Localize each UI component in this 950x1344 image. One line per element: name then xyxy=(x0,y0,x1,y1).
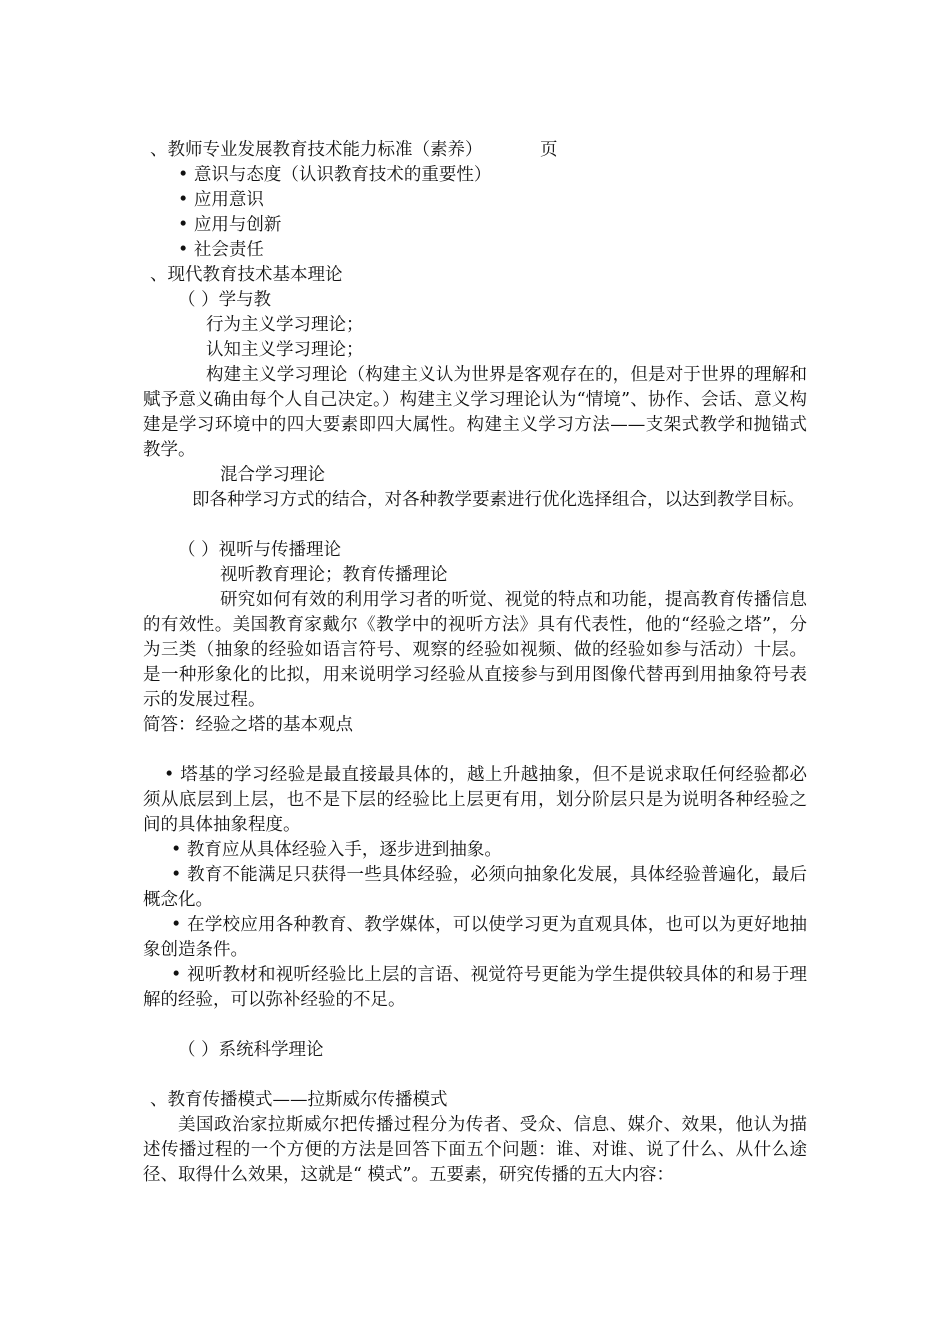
list-item: • 应用意识 xyxy=(178,190,264,210)
page-label: 页 xyxy=(540,140,558,160)
subsection-title-systems: （ ）系统科学理论 xyxy=(178,1040,324,1060)
paragraph-lasswell: 美国政治家拉斯威尔把传播过程分为传者、受众、信息、媒介、效果，他认为描述传播过程的一个方便的方法是回答下面五个问题：谁、对谁、说了什么、从什么途径、取得什么效果，这就是“ 模式”。五要素，研究传播的五大内容： xyxy=(143,1115,807,1185)
list-item: • 应用与创新 xyxy=(178,215,282,235)
paragraph-audiovisual: 研究如何有效的利用学习者的听觉、视觉的特点和功能，提高教育传播信息的有效性。美国教育家戴尔《教学中的视听方法》具有代表性，他的“经验之塔”，分为三类（抽象的经验如语言符号、观察的经验如视频、做的经验如参与活动）十层。 是一种形象化的比拟，用来说明学习经验从直接参与到用图像代替再到用抽象符号表示的发展过程。 xyxy=(143,590,807,710)
theory-cognitivism: 认知主义学习理论； xyxy=(206,340,364,360)
section-heading-communication: 、教育传播模式——拉斯威尔传播模式 xyxy=(150,1090,448,1110)
list-item: • 教育应从具体经验入手，逐步进到抽象。 xyxy=(171,840,502,860)
list-item: • 意识与态度（认识教育技术的重要性） xyxy=(178,165,492,185)
section-heading-theory: 、现代教育技术基本理论 xyxy=(150,265,343,285)
theory-blended-title: 混合学习理论 xyxy=(220,465,325,485)
list-item: • 在学校应用各种教育、教学媒体，可以使学习更为直观具体，也可以为更好地抽象创造条件。 xyxy=(143,915,807,960)
theory-behaviorism: 行为主义学习理论； xyxy=(206,315,364,335)
list-item: • 塔基的学习经验是最直接最具体的，越上升越抽象，但不是说求取任何经验都必须从底层到上层，也不是下层的经验比上层更有用，划分阶层只是为说明各种经验之间的具体抽象程度。 xyxy=(143,765,807,835)
section-heading-standards: 、教师专业发展教育技术能力标准（素养） xyxy=(150,140,483,160)
subsection-subtitle-audiovisual: 视听教育理论；教育传播理论 xyxy=(220,565,448,585)
subsection-title-audiovisual: （ ）视听与传播理论 xyxy=(178,540,342,560)
list-item: • 社会责任 xyxy=(178,240,264,260)
list-item: • 教育不能满足只获得一些具体经验，必须向抽象化发展，具体经验普遍化，最后概念化。 xyxy=(143,865,807,910)
subsection-title-learning: （ ）学与教 xyxy=(178,290,272,310)
list-item: • 视听教材和视听经验比上层的言语、视觉符号更能为学生提供较具体的和易于理解的经验，可以弥补经验的不足。 xyxy=(143,965,807,1010)
question-heading: 简答：经验之塔的基本观点 xyxy=(143,715,353,735)
paragraph-blended: 即各种学习方式的结合，对各种教学要素进行优化选择组合，以达到教学目标。 xyxy=(192,490,805,510)
paragraph-constructivism: 构建主义学习理论（构建主义认为世界是客观存在的，但是对于世界的理解和赋予意义确由每个人自己决定。）构建主义学习理论认为“情境”、协作、会话、意义构建是学习环境中的四大要素即四大属性。构建主义学习方法——支架式教学和抛锚式教学。 xyxy=(143,365,807,460)
